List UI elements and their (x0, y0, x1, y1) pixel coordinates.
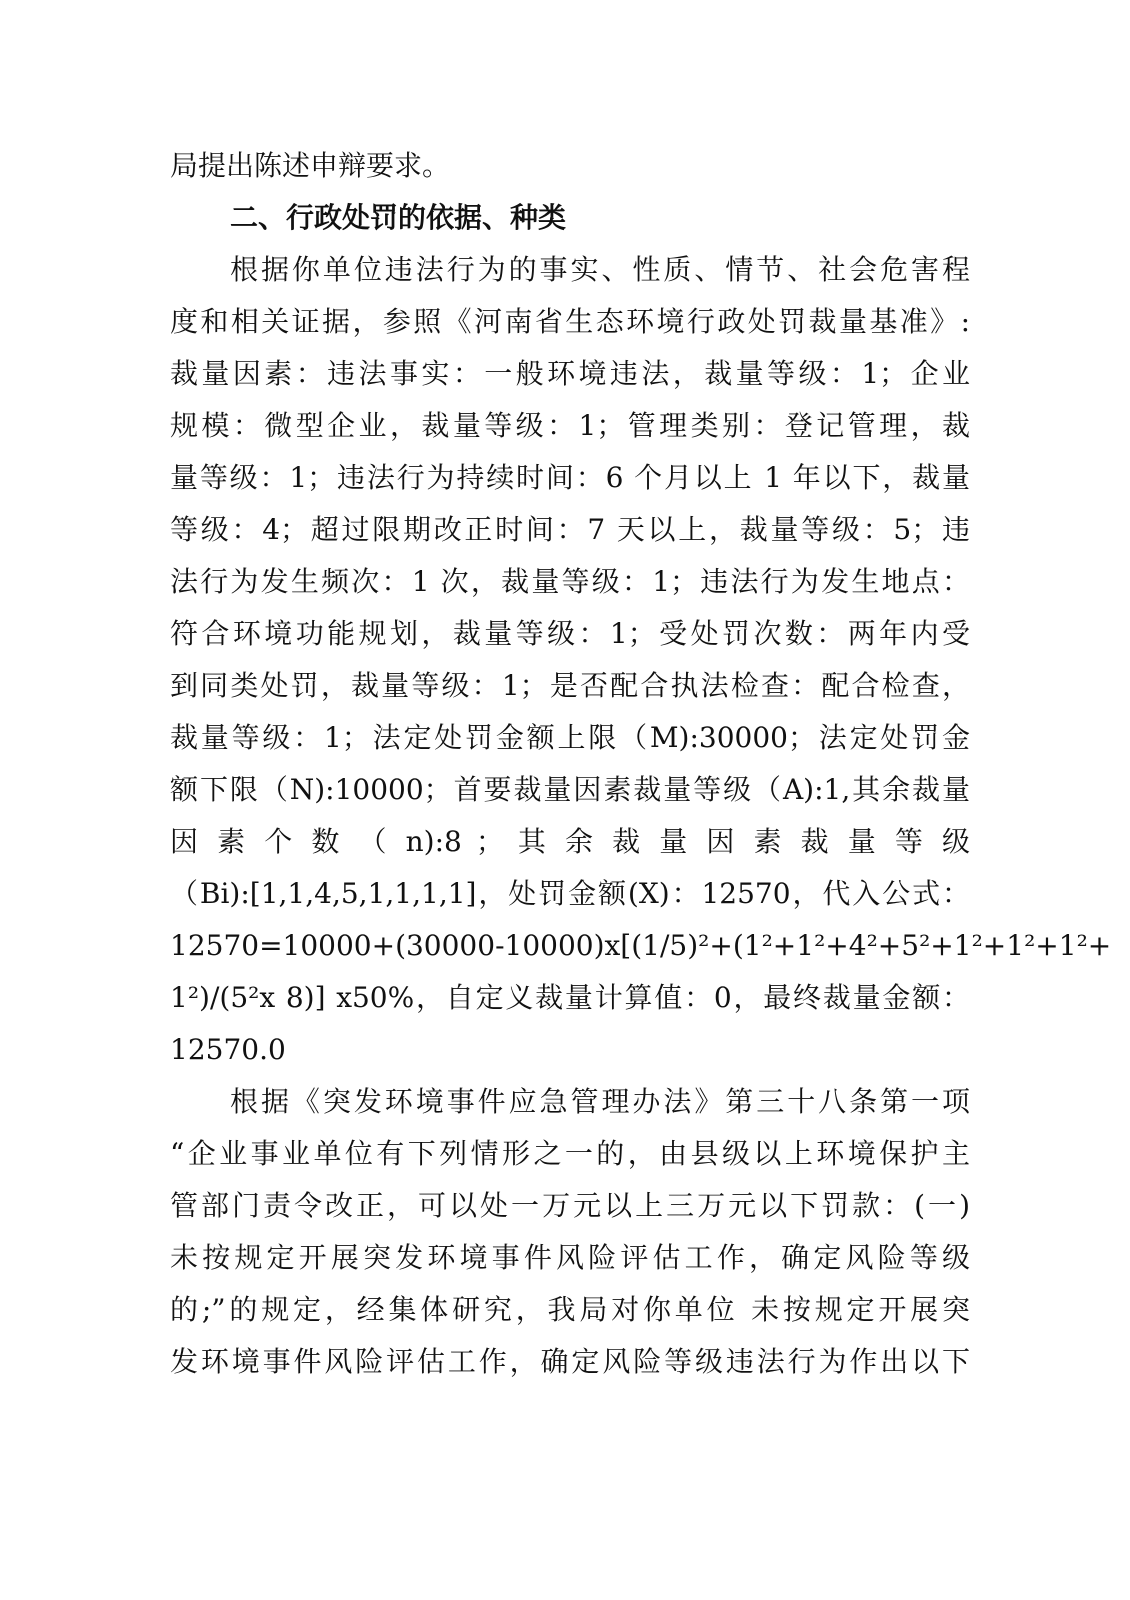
paragraph-line: 符合环境功能规划，裁量等级：1；受处罚次数：两年内受 (170, 617, 970, 650)
formula-line: 1²)/(5²x 8)] x50%，自定义裁量计算值：0，最终裁量金额： (170, 981, 970, 1014)
paragraph-line: 裁量因素：违法事实：一般环境违法，裁量等级：1；企业 (170, 357, 970, 390)
paragraph-line: 法行为发生频次：1 次，裁量等级：1；违法行为发生地点： (170, 565, 970, 598)
paragraph-line: 发环境事件风险评估工作，确定风险等级违法行为作出以下 (170, 1345, 970, 1378)
paragraph-line: 度和相关证据，参照《河南省生态环境行政处罚裁量基准》: (170, 305, 970, 338)
paragraph-line: 根据你单位违法行为的事实、性质、情节、社会危害程 (230, 253, 970, 286)
paragraph-line: 管部门责令改正，可以处一万元以上三万元以下罚款：(一) (170, 1189, 970, 1222)
final-amount-line: 12570.0 (170, 1033, 286, 1066)
formula-line: 12570=10000+(30000-10000)x[(1/5)²+(1²+1²+4²+5²+1²+1²+1²+ (170, 929, 1112, 962)
paragraph-line: 额下限（N):10000；首要裁量因素裁量等级（A):1,其余裁量 (170, 773, 970, 806)
document-body (170, 140, 1112, 1388)
paragraph-line: 等级：4；超过限期改正时间：7 天以上，裁量等级：5；违 (170, 513, 970, 546)
paragraph-line: 量等级：1；违法行为持续时间：6 个月以上 1 年以下，裁量 (170, 461, 970, 494)
paragraph-line: 裁量等级：1；法定处罚金额上限（M):30000；法定处罚金 (170, 721, 970, 754)
paragraph-line: 未按规定开展突发环境事件风险评估工作，确定风险等级 (170, 1241, 970, 1274)
paragraph-line: 规模：微型企业，裁量等级：1；管理类别：登记管理，裁 (170, 409, 970, 442)
paragraph-line: 的;”的规定，经集体研究，我局对你单位 未按规定开展突 (170, 1293, 970, 1326)
paragraph-line: （Bi):[1,1,4,5,1,1,1,1]，处罚金额(X)：12570，代入公式： (170, 877, 970, 910)
paragraph-line: “企业事业单位有下列情形之一的，由县级以上环境保护主 (170, 1137, 970, 1170)
text-line: 局提出陈述申辩要求。 (170, 149, 451, 182)
paragraph-line: 根据《突发环境事件应急管理办法》第三十八条第一项 (230, 1085, 970, 1118)
paragraph-line: 到同类处罚，裁量等级：1；是否配合执法检查：配合检查， (170, 669, 970, 702)
paragraph-line: 因 素 个 数 （ n):8 ； 其 余 裁 量 因 素 裁 量 等 级 (170, 825, 970, 858)
section-heading: 二、行政处罚的依据、种类 (230, 201, 567, 234)
